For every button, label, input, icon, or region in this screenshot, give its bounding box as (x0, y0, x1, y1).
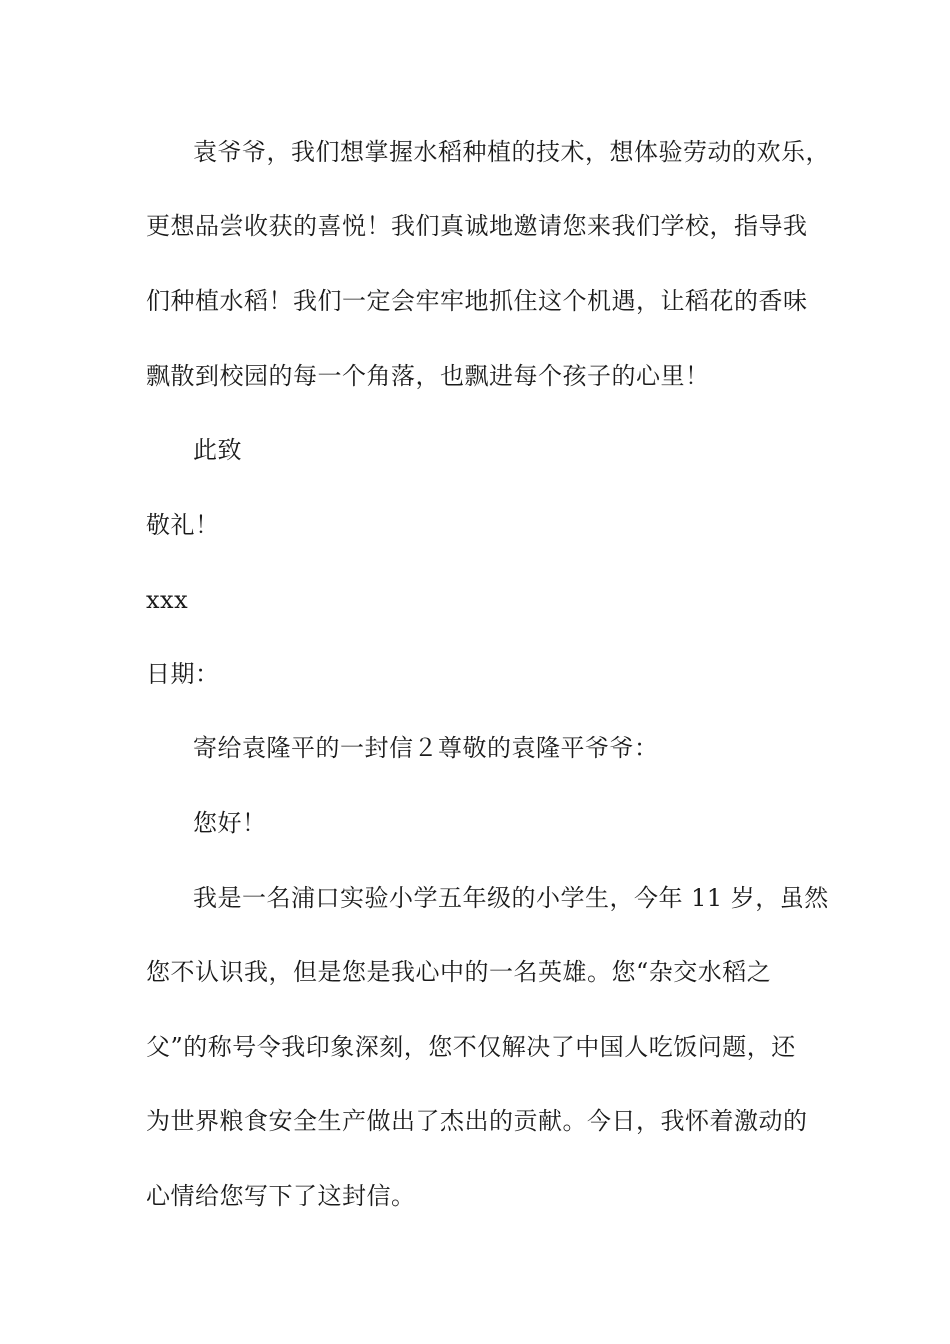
paragraph-line: 心情给您写下了这封信。 (146, 1182, 416, 1210)
date-label: 日期： (146, 660, 220, 688)
paragraph-line: 们种植水稻！我们一定会牢牢地抓住这个机遇，让稻花的香味 (146, 287, 808, 315)
paragraph-line: 父”的称号令我印象深刻，您不仅解决了中国人吃饭问题，还 (146, 1033, 796, 1061)
paragraph-line: 我是一名浦口实验小学五年级的小学生，今年 11 岁，虽然 (193, 884, 829, 912)
letter-heading: 寄给袁隆平的一封信２尊敬的袁隆平爷爷： (193, 734, 659, 762)
paragraph-line: 为世界粮食安全生产做出了杰出的贡献。今日，我怀着激动的 (146, 1107, 808, 1135)
paragraph-line: 您不认识我，但是您是我心中的一名英雄。您“杂交水稻之 (146, 958, 772, 986)
paragraph-line: 更想品尝收获的喜悦！我们真诚地邀请您来我们学校，指导我 (146, 212, 808, 240)
closing-regards: 敬礼！ (146, 511, 220, 539)
greeting: 您好！ (193, 809, 267, 837)
paragraph-line: 袁爷爷，我们想掌握水稻种植的技术，想体验劳动的欢乐， (193, 138, 830, 166)
closing-salutation: 此致 (193, 436, 242, 464)
paragraph-line: 飘散到校园的每一个角落，也飘进每个孩子的心里！ (146, 362, 710, 390)
signature: xxx (146, 586, 189, 614)
